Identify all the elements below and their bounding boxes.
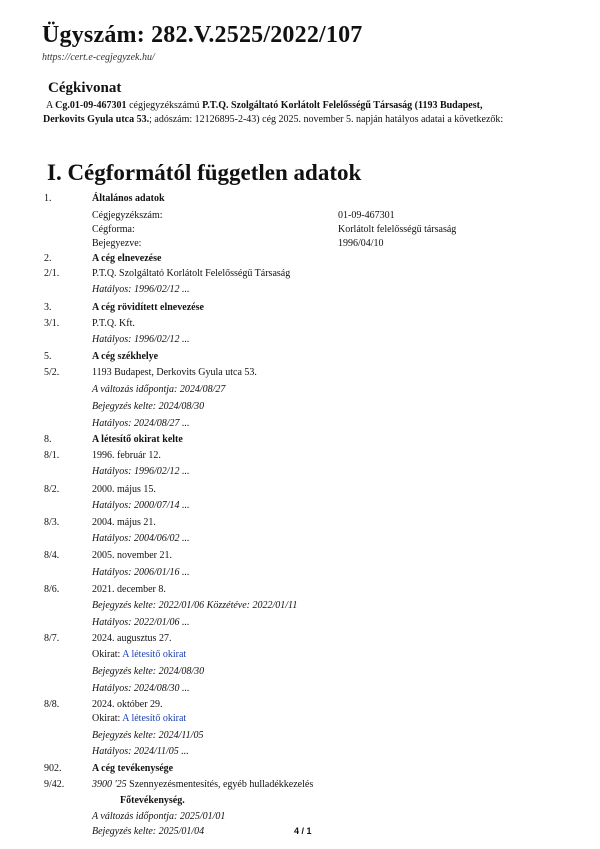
source-url: https://cert.e-cegjegyzek.hu/ — [42, 52, 155, 63]
activity-line: 3900 '25 Szennyezésmentesítés, egyéb hulladékkezelés — [92, 779, 314, 790]
registration-date: Bejegyzés kelte: 2024/11/05 — [92, 730, 204, 741]
entry-number: 8/4. — [44, 550, 60, 561]
entry-heading: Általános adatok — [92, 193, 165, 204]
effective-date: Hatályos: 2024/11/05 ... — [92, 746, 189, 757]
effective-date: Hatályos: 1996/02/12 ... — [92, 284, 190, 295]
document-link[interactable]: A létesítő okirat — [122, 713, 187, 724]
main-activity: Főtevékenység. — [120, 795, 185, 806]
effective-date: Hatályos: 2000/07/14 ... — [92, 500, 190, 511]
entry-heading: A létesítő okirat kelte — [92, 434, 183, 445]
entry-number: 902. — [44, 763, 62, 774]
registration-date: Bejegyzés kelte: 2025/01/04 — [92, 826, 205, 837]
activity-code: 3900 '25 — [92, 779, 127, 790]
entry-number: 3. — [44, 302, 52, 313]
entry-value: 2024. augusztus 27. — [92, 633, 172, 644]
effective-date: Hatályos: 2022/01/06 ... — [92, 617, 190, 628]
entry-number: 8. — [44, 434, 52, 445]
field-label: Bejegyezve: — [92, 238, 142, 249]
entry-value: 2005. november 21. — [92, 550, 172, 561]
entry-value: 2000. május 15. — [92, 484, 156, 495]
entry-number: 8/2. — [44, 484, 60, 495]
entry-number: 9/42. — [44, 779, 65, 790]
entry-number: 1. — [44, 193, 52, 204]
intro-line-1: A Cg.01-09-467301 cégjegyzékszámú P.T.Q. Szolgáltató Korlátolt Felelősségű Társaság (1193 Budapest, — [46, 100, 483, 111]
change-date: A változás időpontja: 2025/01/01 — [92, 811, 226, 822]
entry-number: 5/2. — [44, 367, 60, 378]
intro-line-2: Derkovits Gyula utca 53.; adószám: 12126895-2-43) cég 2025. november 5. napján hatályos adatai a következők: — [43, 114, 504, 125]
field-value: Korlátolt felelősségű társaság — [338, 224, 457, 235]
entry-heading: A cég rövidített elnevezése — [92, 302, 204, 313]
section-title: I. Cégformától független adatok — [47, 160, 362, 185]
entry-number: 8/6. — [44, 584, 60, 595]
change-date: A változás időpontja: 2024/08/27 — [92, 384, 226, 395]
entry-value: 2004. május 21. — [92, 517, 156, 528]
entry-number: 3/1. — [44, 318, 60, 329]
entry-number: 2. — [44, 253, 52, 264]
entry-number: 2/1. — [44, 268, 60, 279]
registration-date: Bejegyzés kelte: 2024/08/30 — [92, 401, 205, 412]
registration-date: Bejegyzés kelte: 2022/01/06 Közzétéve: 2022/01/11 — [92, 600, 298, 611]
case-number: Ügyszám: 282.V.2525/2022/107 — [42, 22, 363, 48]
entry-heading: A cég elnevezése — [92, 253, 162, 264]
entry-value: P.T.Q. Kft. — [92, 318, 135, 329]
effective-date: Hatályos: 2024/08/30 ... — [92, 683, 190, 694]
field-label: Cégforma: — [92, 224, 135, 235]
entry-value: 2024. október 29. — [92, 699, 163, 710]
entry-value: P.T.Q. Szolgáltató Korlátolt Felelősségű Társaság — [92, 268, 291, 279]
entry-number: 8/3. — [44, 517, 60, 528]
effective-date: Hatályos: 2024/08/27 ... — [92, 418, 190, 429]
page-number: 4 / 1 — [294, 826, 312, 836]
entry-number: 8/7. — [44, 633, 60, 644]
document-line: Okirat: A létesítő okirat — [92, 713, 187, 724]
entry-number: 8/1. — [44, 450, 60, 461]
registration-date: Bejegyzés kelte: 2024/08/30 — [92, 666, 205, 677]
entry-number: 8/8. — [44, 699, 60, 710]
field-label: Cégjegyzékszám: — [92, 210, 163, 221]
effective-date: Hatályos: 2006/01/16 ... — [92, 567, 190, 578]
entry-number: 5. — [44, 351, 52, 362]
effective-date: Hatályos: 1996/02/12 ... — [92, 466, 190, 477]
document-line: Okirat: A létesítő okirat — [92, 649, 187, 660]
extract-title: Cégkivonat — [48, 80, 122, 96]
document-link[interactable]: A létesítő okirat — [122, 649, 187, 660]
effective-date: Hatályos: 2004/06/02 ... — [92, 533, 190, 544]
entry-heading: A cég székhelye — [92, 351, 159, 362]
field-value: 1996/04/10 — [338, 238, 384, 249]
effective-date: Hatályos: 1996/02/12 ... — [92, 334, 190, 345]
entry-value: 1996. február 12. — [92, 450, 161, 461]
entry-value: 1193 Budapest, Derkovits Gyula utca 53. — [92, 367, 257, 378]
entry-value: 2021. december 8. — [92, 584, 166, 595]
entry-heading: A cég tevékenysége — [92, 763, 174, 774]
field-value: 01-09-467301 — [338, 210, 395, 221]
